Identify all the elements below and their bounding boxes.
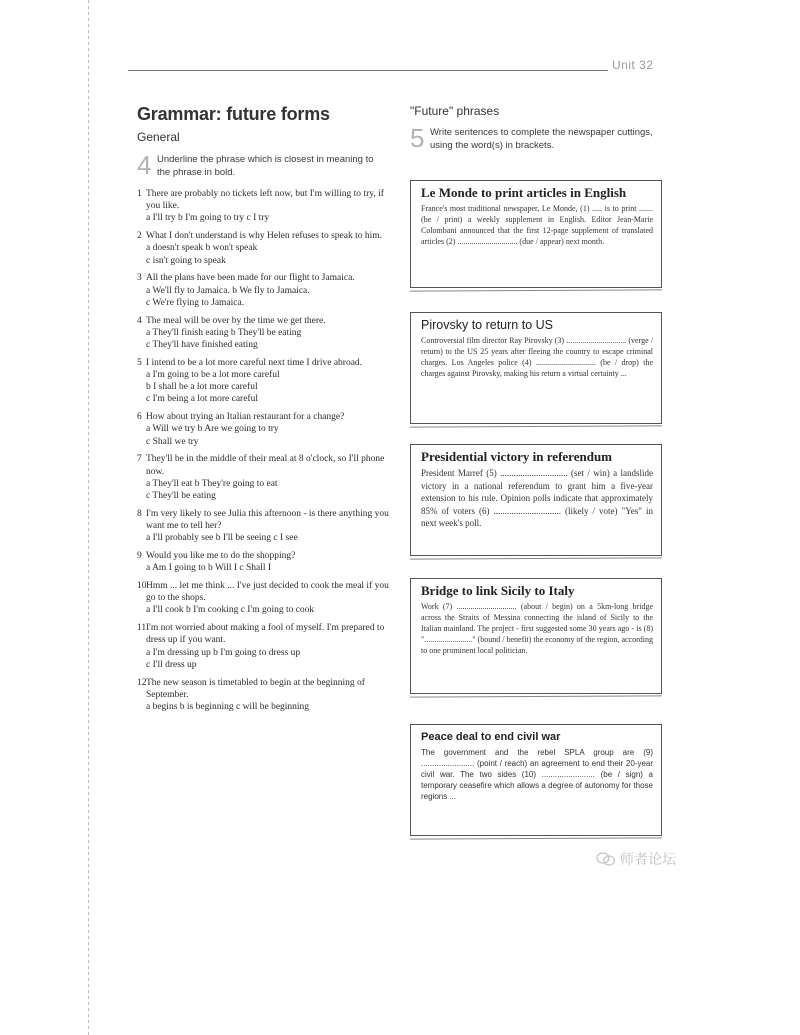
exercise-instruction: Write sentences to complete the newspaper cuttings, using the word(s) in brackets.: [430, 127, 653, 151]
question-body: [146, 230, 389, 267]
question-number: 5: [137, 357, 142, 368]
header-rule: [128, 70, 608, 71]
question-number: 1: [137, 189, 142, 199]
exercise-5-header: [410, 123, 668, 153]
answer-options: a I'll cook b I'm cooking c I'm going to cook: [146, 605, 315, 616]
answer-options: a They'll finish eating b They'll be eating: [146, 327, 302, 338]
answer-options: a doesn't speak b won't speak: [146, 243, 258, 254]
question-number: 3: [137, 273, 142, 284]
exercise-number: 5: [410, 123, 425, 153]
section-subtitle: General: [137, 130, 180, 144]
question-item: [137, 230, 389, 267]
page-title: Grammar: future forms: [137, 104, 330, 124]
question-number: 12: [137, 677, 147, 688]
question-number: 8: [137, 508, 142, 519]
question-stem: The meal will be over by the time we get there.: [146, 315, 326, 326]
answer-options: c Shall we try: [146, 436, 199, 447]
cutting-box-pirovsky: [410, 312, 662, 424]
answer-options: c I'll dress up: [146, 659, 197, 670]
cutting-headline: Le Monde to print articles in English: [421, 185, 627, 200]
answer-options: b I shall be a lot more careful: [146, 382, 258, 393]
left-column: [137, 104, 389, 719]
question-number: 7: [137, 454, 142, 465]
answer-options: a Am I going to b Will I c Shall I: [146, 563, 272, 574]
question-body: [146, 677, 389, 714]
question-stem: How about trying an Italian restaurant for a change?: [146, 412, 345, 423]
cutting-body: The government and the rebel SPLA group are (9) ........................ (point / reach) an agreement to end their 20-year civil war. The two sides (10) ........................ (be / sign) a temporary ceasefire which allows a degree of autonomy for those regions ...: [421, 748, 653, 801]
question-item: [137, 411, 389, 448]
question-number: 11: [137, 623, 147, 634]
cutting-headline: Peace deal to end civil war: [421, 731, 561, 743]
answer-options: a I'm going to be a lot more careful: [146, 370, 280, 381]
question-body: [146, 188, 389, 225]
cutting-box-le-monde: [410, 180, 662, 288]
question-item: [137, 357, 389, 406]
question-item: [137, 453, 389, 502]
answer-options: a They'll eat b They're going to eat: [146, 478, 278, 489]
cutting-body: France's most traditional newspaper, Le Monde, (1) ..... is to print ....... (be / print) a weekly supplement in English. Editor Jean-Marie Colombani announced that the first 12-page supplement of translated articles (2) .............................. (due / appear) next month.: [421, 204, 653, 246]
answer-options: a I'm dressing up b I'm going to dress up: [146, 647, 301, 658]
cutting-body: President Marref (5) .............................. (set / win) a landslide victory in a national referendum to grant him a five-year extension to his rule. Opinion polls indicate that approximately 85% of voters (6) .............................. (likely / vote) "Yes" in next week's poll.: [421, 468, 653, 529]
answer-options: a Will we try b Are we going to try: [146, 424, 279, 435]
question-stem: There are probably no tickets left now, but I'm willing to try, if you like.: [146, 189, 384, 212]
chat-bubble-icon: [596, 852, 616, 866]
right-column: [410, 104, 668, 801]
cutting-headline: Bridge to link Sicily to Italy: [421, 583, 575, 598]
question-body: [146, 453, 389, 502]
exercise-instruction: Underline the phrase which is closest in meaning to the phrase in bold.: [157, 154, 374, 178]
answer-options: a We'll fly to Jamaica. b We fly to Jamaica.: [146, 285, 310, 296]
question-item: [137, 272, 389, 309]
question-body: [146, 357, 389, 406]
exercise-4-header: [137, 150, 389, 180]
cutting-box-sicily: [410, 578, 662, 694]
question-item: [137, 315, 389, 352]
question-item: [137, 622, 389, 671]
watermark: [596, 849, 676, 869]
question-body: [146, 622, 389, 671]
answer-options: c We're flying to Jamaica.: [146, 297, 245, 308]
question-body: [146, 315, 389, 352]
question-stem: I'm not worried about making a fool of myself. I'm prepared to dress up if you want.: [146, 623, 385, 646]
question-number: 4: [137, 315, 142, 326]
question-stem: Hmm ... let me think ... I've just decided to cook the meal if you go to the shops.: [146, 581, 389, 604]
question-stem: They'll be in the middle of their meal at 8 o'clock, so I'll phone now.: [146, 454, 385, 477]
cutting-body: Controversial film director Ray Pirovsky (3) .............................. (verge / return) to the US 25 years after fleeing the country to escape criminal charges. Los Angeles police (4) .............................. (be / drop) the charges against Pirovsky, making his return a virtual certainty ...: [421, 336, 653, 378]
cutting-headline: Presidential victory in referendum: [421, 449, 613, 464]
exercise-number: 4: [137, 150, 152, 180]
answer-options: c They'll have finished eating: [146, 340, 258, 351]
question-number: 9: [137, 551, 142, 562]
question-body: [146, 508, 389, 545]
cutting-headline: Pirovsky to return to US: [421, 318, 553, 332]
question-item: [137, 550, 389, 574]
cutting-box-referendum: [410, 444, 662, 556]
question-body: [146, 580, 389, 617]
watermark-text: 师者论坛: [620, 852, 676, 868]
question-stem: Would you like me to do the shopping?: [146, 551, 296, 562]
unit-label: Unit 32: [612, 58, 654, 72]
question-number: 2: [137, 231, 142, 242]
question-item: [137, 580, 389, 617]
question-stem: I intend to be a lot more careful next time I drive abroad.: [146, 357, 363, 368]
answer-options: c They'll be eating: [146, 491, 216, 502]
question-item: [137, 677, 389, 714]
cutting-box-civil-war: [410, 724, 662, 836]
answer-options: c I'm being a lot more careful: [146, 394, 258, 405]
question-item: [137, 508, 389, 545]
question-body: [146, 411, 389, 448]
question-body: [146, 550, 389, 574]
answer-options: a I'll probably see b I'll be seeing c I see: [146, 533, 298, 544]
question-number: 6: [137, 412, 142, 423]
question-stem: I'm very likely to see Julia this afternoon - is there anything you want me to tell her?: [146, 508, 389, 532]
question-stem: All the plans have been made for our flight to Jamaica.: [146, 273, 355, 284]
answer-options: a begins b is beginning c will be beginning: [146, 702, 310, 713]
question-stem: What I don't understand is why Helen refuses to speak to him.: [146, 231, 382, 242]
question-body: [146, 272, 389, 309]
question-list: [137, 188, 389, 713]
question-item: [137, 188, 389, 225]
question-stem: The new season is timetabled to begin at the beginning of September.: [146, 677, 365, 700]
question-number: 10: [137, 581, 147, 592]
answer-options: a I'll try b I'm going to try c I try: [146, 213, 270, 224]
cutting-body: Work (7) .............................. (about / begin) on a 5km-long bridge across the Straits of Messina connecting the island of Sicily to the Italian mainland. The project - first suggested some 30 years ago - is (8) "........................" (bound / benefit) the economy of the region, according to one prominent local politician.: [421, 602, 653, 655]
scan-edge-line: [88, 0, 89, 1035]
answer-options: c isn't going to speak: [146, 255, 226, 266]
right-section-title: "Future" phrases: [410, 104, 500, 118]
